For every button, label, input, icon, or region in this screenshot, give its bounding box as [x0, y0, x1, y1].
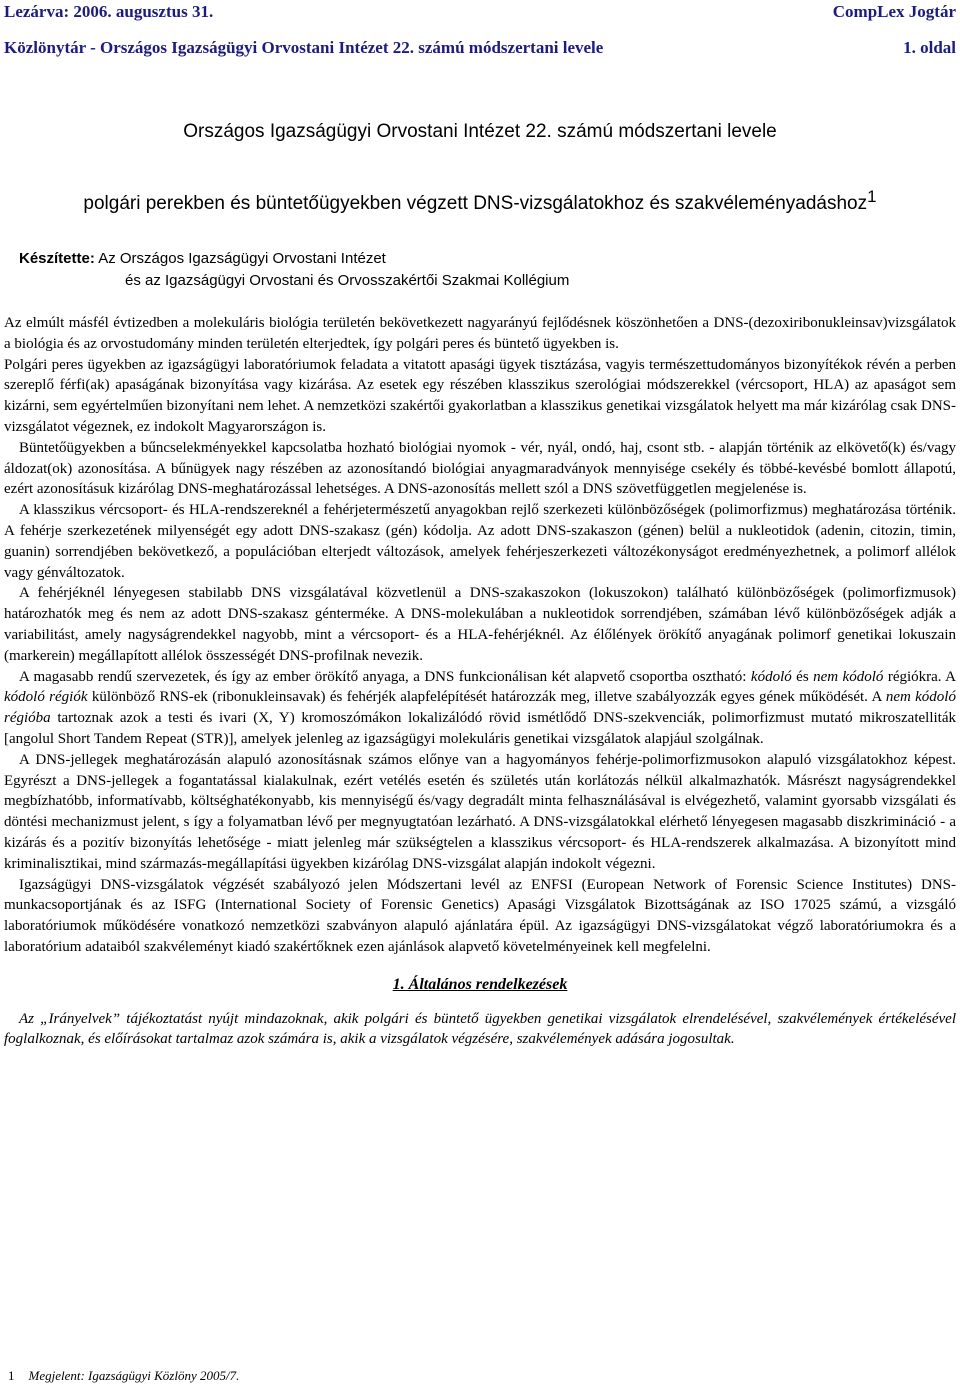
italic-term: kódoló	[750, 668, 792, 685]
author-label: Készítette:	[19, 250, 95, 267]
paragraph: A fehérjéknél lényegesen stabilabb DNS vizsgálatával közvetlenül a DNS-szakaszokon (lokuszokon) található különbözőségek (polimorfizmusok) határozhatók meg és nem az adott DNS-szakasz génterméke. A DNS-molekulában a nukleotidok sorrendjében, számában lévő különbözőségek adják a variabilitást, amely nagyságrendekkel nagyobb, mint a vércsoport- és a HLA-fehérjéknél. Az élőlények örökítő anyagának polimorf genetikai lokuszain (markerein) megállapított allélok összességét DNS-profilnak nevezik.	[4, 585, 956, 664]
paragraph: Polgári peres ügyekben az igazságügyi laboratóriumok feladata a vitatott apasági ügyek tisztázása, vagyis természettudományos bizonyítékok révén a perben szereplő férfi(ak) apaságának bizonyítása vagy kizárása. Az esetek egy részében klasszikus szerológiai módszerekkel (vércsoport, HLA) az apaságot sem kizárni, sem egyértelműen bizonyítani nem lehet. A nemzetközi szakértői gyakorlatban a klasszikus genetikai vizsgálatok helyett ma már kizárólag csak DNS-vizsgálatot végeznek, ez indokolt Magyarországon is.	[4, 356, 956, 435]
text-run: tartoznak azok a testi és ivari (X, Y) kromoszómákon lokalizálódó rövid ismétlődő DNS-szekvenciák, polimorfizmust mutató mikroszatelliták [angolul Short Tandem Repeat (STR)], amelyek jelenleg az igazságügyi molekuláris genetikai vizsgálatok alapjául szolgálnak.	[4, 710, 956, 747]
text-run: és	[791, 668, 814, 685]
paragraph: A DNS-jellegek meghatározásán alapuló azonosításnak számos előnye van a hagyományos fehérje-polimorfizmusokon alapuló vizsgálatokhoz képest. Egyrészt a DNS-jellegek a fogantatással kialakulnak, ezért vetélés esetén és születés után korlátozás nélkül alkalmazhatók. Másrészt nagyságrendekkel megbízhatóbb, informatívabb, költséghatékonyabb, kis mennyiségű és/vagy degradált minta felhasználásával is elvégezhető, valamint gyorsabb vizsgálati és döntési mechanizmust jelent, s így a folyamatban lévő per megnyugtatóan lezárható. A DNS-vizsgálatokkal elérhető lényegesen magasabb diszkrimináció - a kizárás és a pozitív bizonyítás lehetősége - miatt jelenleg már szükségtelen a klasszikus vércsoport- és HLA-rendszerek alkalmazása. A bizonyított mind kriminalisztikai, mind származás-megállapítási ügyekben kizárólag DNS-vizsgálat alapján indokolt végezni.	[4, 751, 956, 872]
author-line-2: és az Igazságügyi Orvostani és Orvosszakértői Szakmai Kollégium	[125, 272, 570, 289]
footnote-number: 1	[8, 1368, 15, 1383]
author-name-1: Az Országos Igazságügyi Orvostani Intézet	[98, 250, 386, 267]
footnote-text: Megjelent: Igazságügyi Közlöny 2005/7.	[28, 1368, 240, 1383]
paragraph: A klasszikus vércsoport- és HLA-rendszereknél a fehérjetermészetű anyagokban rejlő szerkezeti különbözőségek (polimorfizmus) meghatározása történik. A fehérje szerkezetének milyenségét egy adott DNS-szakasz (gén) kódolja. Az adott DNS-szakaszon (génen) belül a nukleotidok (adenin, citozin, timin, guanin) sorrendjében bekövetkező, a populációban elterjedt változások, amelyek fehérjeszerkezeti változékonyságot eredményezhetnek, a polimorf allélok vagy génváltozatok.	[4, 502, 956, 581]
italic-term: nem kódoló	[813, 668, 884, 685]
footnote	[8, 1368, 239, 1384]
text-run: A magasabb rendű szervezetek, és így az ember örökítő anyaga, a DNS funkcionálisan két alapvető csoportba osztható:	[19, 668, 751, 685]
text-run: különböző RNS-ek (ribonukleinsavak) és fehérjék alapfelépítését határozzák meg, illetve szabályozzák egyes gének működését. A	[87, 689, 886, 706]
page-number: 1. oldal	[903, 38, 956, 57]
document-source: Közlönytár - Országos Igazságügyi Orvostani Intézet 22. számú módszertani levele	[4, 38, 604, 57]
page-title: Országos Igazságügyi Orvostani Intézet 22. számú módszertani levele	[183, 121, 777, 142]
brand-name: CompLex Jogtár	[832, 2, 956, 21]
subtitle-text: polgári perekben és büntetőügyekben végzett DNS-vizsgálatokhoz és szakvéleményadáshoz	[83, 193, 868, 214]
text-run: régiókra. A	[883, 668, 956, 685]
footnote-ref[interactable]: 1	[867, 187, 877, 206]
italic-term: kódoló régiók	[4, 689, 88, 706]
paragraph: Az elmúlt másfél évtizedben a molekuláris biológia területén bekövetkezett nagyarányú fejlődésnek köszönhetően a DNS-(dezoxiribonukleinsav)vizsgálatok a biológia és az orvostudomány minden területén elterjedtek, így polgári peres és büntető ügyekben is.	[4, 315, 956, 352]
italic-term: nem kódoló régióba	[4, 689, 956, 727]
document-body	[4, 313, 956, 1050]
section-intro: Az „Irányelvek” tájékoztatást nyújt mindazoknak, akik polgári és büntető ügyekben genetikai vizsgálatok elrendelésével, szakvélemények értékelésével foglalkoznak, és előírásokat tartalmaz azok számára is, akik a vizsgálatok végzésére, szakvélemények adására jogosultak.	[4, 1010, 956, 1048]
author-line-1	[19, 250, 386, 267]
paragraph: Büntetőügyekben a bűncselekményekkel kapcsolatba hozható biológiai nyomok - vér, nyál, ondó, haj, csont stb. - alapján történik az elkövető(k) és/vagy áldozat(ok) azonosítása. A bűnügyek nagy részében az azonosítandó biológiai anyagmaradványok mennyisége csekély és többé-kevésbé bomlott állapotú, ezért azonosításuk kizárólag DNS-meghatározással lehetséges. A DNS-azonosítás mellett szól a DNS szövetfüggetlen megjelenése is.	[4, 439, 956, 498]
page-subtitle	[0, 187, 960, 215]
section-heading: 1. Általános rendelkezések	[392, 975, 568, 993]
closed-date: Lezárva: 2006. augusztus 31.	[4, 2, 214, 21]
paragraph: Igazságügyi DNS-vizsgálatok végzését szabályozó jelen Módszertani levél az ENFSI (European Network of Forensic Science Institutes) DNS-munkacsoportjának és az ISFG (International Society of Forensic Genetics) Apasági Vizsgálatok Bizottságának az ISO 17025 számú, a vizsgáló laboratóriumok működésére vonatkozó nemzetközi szabványon alapuló ajánlatára épül. Az igazságügyi DNS-vizsgálatokat végző laboratóriumokra és a laboratórium adataiból szakvéleményt kiadó szakértőknek ezen ajánlások alapvető követelményeinek kell megfelelni.	[4, 876, 956, 955]
paragraph	[4, 667, 956, 750]
